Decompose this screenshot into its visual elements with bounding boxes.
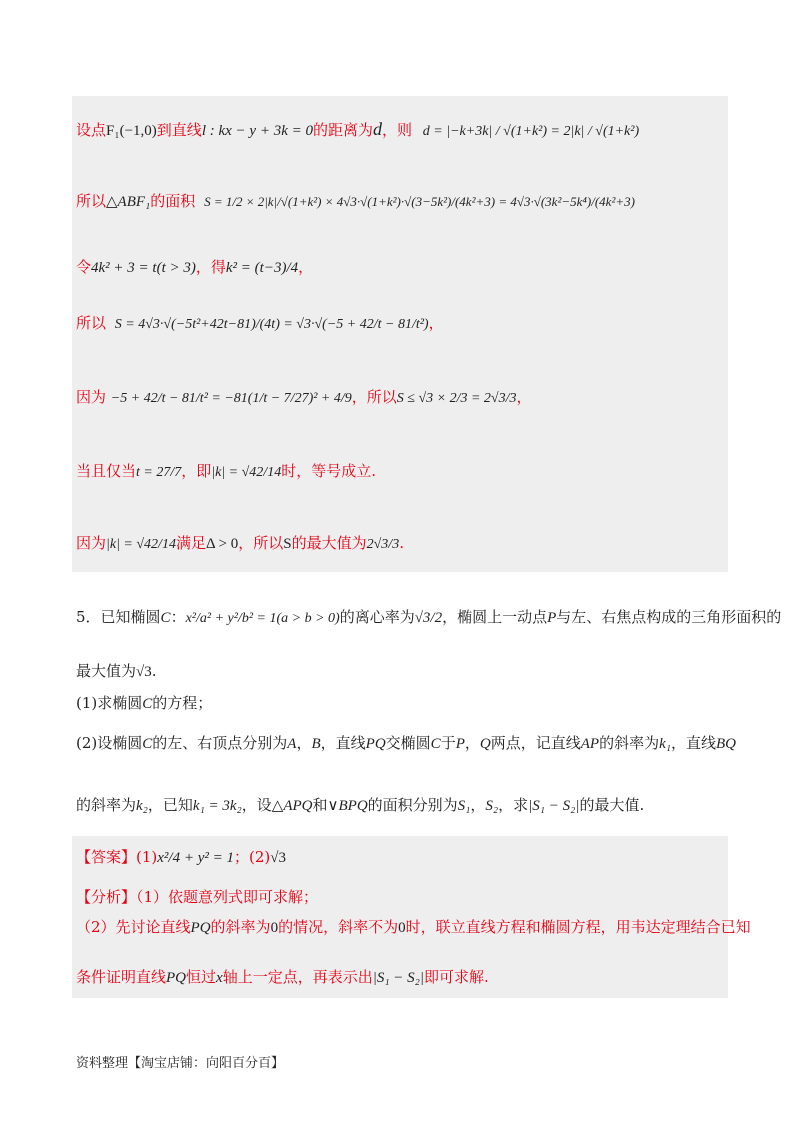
text: 的面积分别为 [367,796,458,814]
text: 时，等号成立. [281,462,376,480]
ellipse-equation: x²/a² + y²/b² = 1(a > b > 0) [185,611,340,626]
s-formula: S = 4√3·√(−5t²+42t−81)/(4t) = √3·√(−5 + 42/t − 81/t²) [114,317,429,332]
var-a: A [287,736,297,752]
t-value: t = 27/7 [136,465,182,480]
triangle-label: △ABF₁ [106,194,151,210]
text: 所以 [76,314,107,332]
footer-source: 资料整理【淘宝店铺：向阳百分百】 [76,1056,285,1071]
text: ， [470,796,486,814]
text: 满足 [175,534,206,552]
text: ，求 [498,796,529,814]
zero: 0 [270,920,279,936]
text: 的斜率为 [76,796,137,814]
text: 的最大值为 [291,534,367,552]
var-p: P [455,736,465,752]
point-f1: F₁(−1,0) [106,123,157,139]
solution-line-5: 因为 −5 + 42/t − 81/t² = −81(1/t − 7/27)² + 4/9，所以S ≤ √3 × 2/3 = 2√3/3， [76,388,532,406]
solution-line-7: 因为|k| = √42/14满足Δ > 0，所以S的最大值为2√3/3. [76,534,404,552]
var-k1: k₁ [659,736,671,752]
var-s1: S₁ [457,798,471,814]
answer-equation: x²/4 + y² = 1 [157,850,234,866]
text: ： [170,608,186,626]
text: 所以 [76,192,107,210]
text: ，所以 [351,388,397,406]
solution-line-3: 令4k² + 3 = t(t > 3)，得k² = (t−3)/4， [76,258,314,276]
line-ap: AP [580,736,600,752]
text: (2)设椭圆 [76,734,143,752]
var-c: C [430,736,441,752]
var-p: P [547,610,557,626]
text: （1）依题意列式即可求解； [136,888,319,906]
substitution: 4k² + 3 = t(t > 3) [91,260,196,276]
line-pq: PQ [190,920,211,936]
abs-difference: |S₁ − S₂| [528,798,580,814]
text: ，已知 [147,796,193,814]
line-bq: BQ [715,736,736,752]
question-2-cont [76,794,644,817]
var-d: d [373,119,382,139]
answer-value: √3 [270,850,286,866]
completing-square: −5 + 42/t − 81/t² = −81(1/t − 7/27)² + 4/9 [110,391,352,406]
text: 最大值为 [76,662,137,680]
problem-number: 5．已知椭圆 [76,608,161,626]
text: 条件证明直线 [76,968,167,986]
line-equation: l : kx − y + 3k = 0 [201,123,313,139]
analysis-label: 【分析】 [76,888,137,906]
text: 即可求解. [424,968,489,986]
text: 交椭圆 [385,734,431,752]
text: (1) [136,848,158,866]
text: 因为 [76,534,107,552]
eccentricity: √3/2 [414,610,443,626]
text: 于 [440,734,456,752]
problem-line-1 [76,606,781,630]
text: 的左、右顶点分别为 [152,734,288,752]
var-b: B [311,736,321,752]
analysis-line-2 [76,916,751,939]
text: ，即 [181,462,212,480]
k-squared-formula: k² = (t−3)/4 [225,260,299,276]
text: 恒过 [186,968,217,986]
text: ；(2) [234,848,271,866]
text: 与左、右焦点构成的三角形面积的 [556,608,782,626]
text: 轴上一定点，再表示出 [222,968,373,986]
text: 的斜率为 [210,918,271,936]
text: ，椭圆上一动点 [442,608,548,626]
text: ，直线 [670,734,716,752]
answer-line [76,846,286,869]
text: 的离心率为 [339,608,415,626]
analysis-line-1 [76,886,318,908]
text: ，得 [195,258,226,276]
text: 当且仅当 [76,462,137,480]
var-q: Q [479,736,491,752]
var-s2: S₂ [485,798,499,814]
text: . [151,662,157,680]
text: 的面积 [150,192,196,210]
question-2 [76,732,736,755]
area-formula: S = 1/2 × 2|k|/√(1+k²) × 4√3·√(1+k²)·√(3−5k²)/(4k²+3) = 4√3·√(3k²−5k⁴)/(4k²+3) [204,194,635,209]
solution-line-6 [76,460,376,484]
text: ，所以 [238,534,284,552]
max-value: 2√3/3 [366,537,400,552]
text: 和 [312,796,328,814]
line-pq: PQ [166,970,187,986]
text: 的方程； [152,694,213,712]
text: 的最大值. [579,796,645,814]
k-value: |k| = √42/14 [211,465,282,480]
slope-relation: k₁ = 3k₂ [192,798,242,814]
var-x: x [216,970,223,986]
var-s: S [283,536,292,552]
text: 的情况，斜率不为 [278,918,399,936]
var-k2: k₂ [136,798,148,814]
solution-line-2 [76,190,635,213]
text: （2）先讨论直线 [76,918,191,936]
text: 的距离为 [312,121,373,139]
delta-condition: Δ > 0 [205,536,239,552]
var-c: C [142,736,153,752]
problem-line-2 [76,660,157,683]
var-c: C [142,696,153,712]
var-c: C [160,610,171,626]
solution-line-1 [76,118,639,143]
text: 时，联立直线方程和椭圆方程，用韦达定理结合已知 [405,918,751,936]
triangle-apq: △APQ [271,798,313,814]
text: 令 [76,258,92,276]
line-pq: PQ [365,736,386,752]
distance-formula: d = |−k+3k| / √(1+k²) = 2|k| / √(1+k²) [422,124,640,139]
text: 的斜率为 [599,734,660,752]
text: ， [464,734,480,752]
text: 因为 [76,388,107,406]
text: ，则 [382,121,413,139]
text: ，设 [241,796,272,814]
k-value: |k| = √42/14 [106,537,176,552]
text: ，直线 [320,734,366,752]
s-bound: S ≤ √3 × 2/3 = 2√3/3 [396,391,517,406]
text: ， [296,734,312,752]
text: (1)求椭圆 [76,694,143,712]
text: 到直线 [156,121,202,139]
abs-difference: |S₁ − S₂| [372,970,425,986]
analysis-line-3 [76,966,489,989]
zero: 0 [398,920,406,936]
question-1 [76,692,212,715]
max-area: √3 [136,664,152,680]
answer-label: 【答案】 [76,848,137,866]
solution-line-4: 所以 S = 4√3·√(−5t²+42t−81)/(4t) = √3·√(−5 + 42/t − 81/t²)， [76,314,444,332]
triangle-bpq: ∨BPQ [327,798,368,814]
text: 设点 [76,121,107,139]
text: 两点，记直线 [490,734,581,752]
